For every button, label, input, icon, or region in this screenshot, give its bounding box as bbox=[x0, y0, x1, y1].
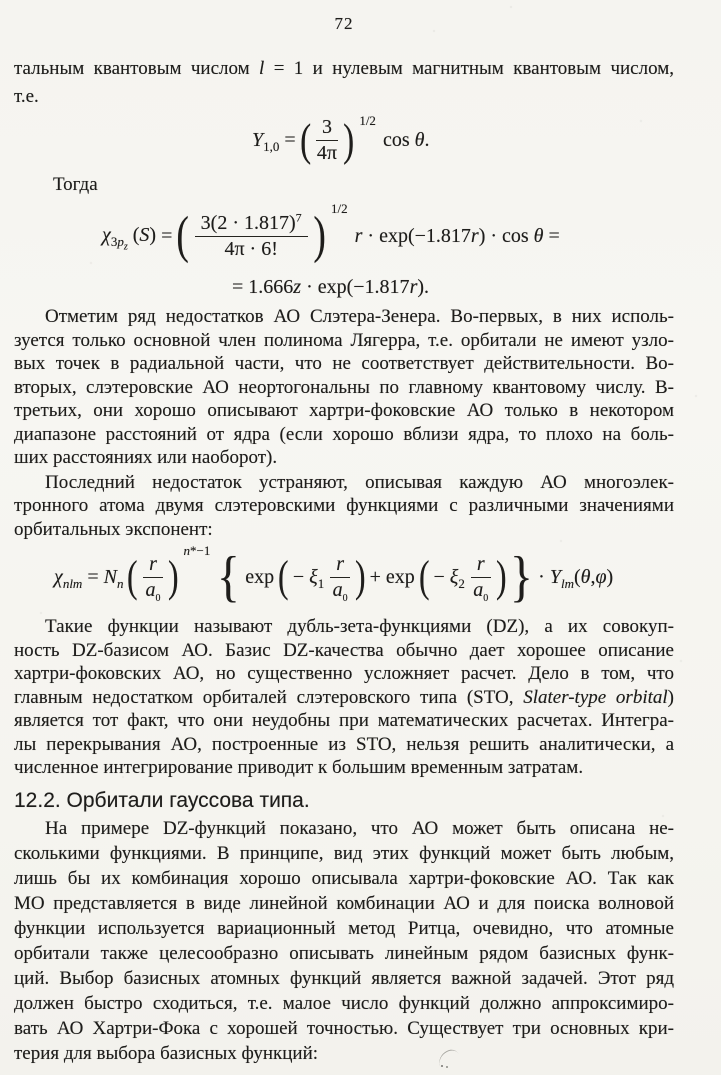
denominator: $a_0$ bbox=[145, 578, 161, 604]
math-spherical-harmonic: $Y_{lm}(\theta,\varphi)$ bbox=[549, 565, 614, 591]
fraction bbox=[195, 212, 308, 260]
math-result: = 1.666z · exp(−1.817r). bbox=[232, 275, 430, 298]
text-line: зуется только основной член полинома Лягерра, т.е. орбитали не имеют узло- bbox=[14, 329, 674, 351]
formula-double-zeta: $\chi_{nlm}$ = $N_n$ ( $\frac{r}{a_0}$ ) $^{n*-1}$ { exp ( − $\xi_1$ $\frac{r}{a_0}$ ) + exp ( − $\xi_2$ $\frac{r}{a_0}$ ) } · $Y_{lm}(\theta,\varphi)$ bbox=[54, 543, 614, 608]
formula-spherical-harmonic: $Y_{1,0}$ = ( $\frac{3}{4\pi}$ ) $^{1/2}$ cos θ. bbox=[252, 113, 430, 165]
text-line: Отметим ряд недостатков АО Слэтера-Зенера. Во-первых, в них исполь- bbox=[45, 306, 674, 327]
multiplication-dot: · bbox=[538, 565, 545, 588]
exponent: 1/2 bbox=[330, 201, 348, 216]
text-line: лы перекрывания АО, построенные из STO, нельзя решить аналитически, а bbox=[14, 733, 674, 755]
denominator: 4π bbox=[316, 141, 338, 164]
numerator: r bbox=[471, 553, 491, 577]
text-line: хартри-фоковских АО, но существенно усложняет расчет. Дело в том, что bbox=[14, 663, 674, 684]
text-line: лишь бы их комбинация хорошо описывала хартри-фоковские АО. Так как bbox=[14, 867, 674, 889]
scan-noise bbox=[0, 0, 2, 2]
text-line: т.е. bbox=[14, 86, 39, 107]
exponent: n*−1 bbox=[183, 543, 211, 558]
equals-sign: = bbox=[284, 128, 296, 151]
denominator: 4π · 6! bbox=[224, 237, 278, 260]
text-line: тальным квантовым числом l = 1 и нулевым магнитным квантовым числом, bbox=[14, 58, 674, 79]
equals-sign: = bbox=[161, 224, 173, 247]
text-line: функции используется вариационный метод Ритца, очевидно, что атомные bbox=[14, 917, 674, 939]
text-line: является тот факт, что они неудобны при математических расчетах. Интегра- bbox=[14, 710, 674, 731]
exp-function: exp bbox=[385, 565, 415, 588]
paragraph-slater-drawbacks bbox=[14, 305, 674, 470]
text-line: вторых, слэтеровские АО неортогональны по главному квантовому числу. В- bbox=[14, 376, 674, 398]
formula-slater-3pz-result bbox=[14, 273, 674, 301]
math-cosine-term: cos θ. bbox=[382, 128, 430, 151]
page-body bbox=[14, 14, 674, 1066]
text-line: ность DZ-базисом АО. Базис DZ-качества обычно дает хорошее описание bbox=[14, 639, 674, 661]
text-line: ших расстояниях или наоборот). bbox=[14, 447, 278, 468]
text-line: вать АО Хартри-Фока с хорошей точностью. Существует три основных кри- bbox=[14, 1017, 674, 1039]
exponent: 1/2 bbox=[359, 113, 376, 128]
text-line: диапазоне расстояний от ядра (если хорошо вблизи ядра, то плохо на боль- bbox=[14, 423, 674, 445]
page-number: 72 bbox=[334, 14, 354, 33]
paragraph-last-shortcoming bbox=[14, 471, 674, 542]
fraction bbox=[316, 116, 338, 164]
text-line: численное интегрирование приводит к большим временным затратам. bbox=[14, 757, 584, 778]
math-exponential-term: r · exp(−1.817r) · cos θ = bbox=[354, 224, 560, 247]
numerator: r bbox=[143, 553, 163, 577]
section-heading: 12.2. Орбитали гауссова типа. bbox=[14, 788, 310, 812]
math-y10: $Y_{1,0}$ bbox=[252, 128, 280, 154]
denominator: $a_0$ bbox=[473, 578, 489, 604]
text-line: третьих, они хорошо описывают хартри-фоковские АО только в некотором bbox=[14, 400, 674, 421]
text-line: орбитальных экспонент: bbox=[14, 518, 213, 540]
text-line: МО представляется в виде линейной комбинации АО и для поиска волновой bbox=[14, 892, 674, 914]
text-line: вых точек в радиальной части, что не соответствует действительности. Во- bbox=[14, 353, 674, 374]
fraction-r-a0 bbox=[143, 553, 163, 604]
numerator: r bbox=[330, 553, 350, 577]
text-line: орбитали также целесообразно описывать линейным рядом базисных функ- bbox=[14, 942, 674, 964]
text-line: главным недостатком орбиталей слэтеровского типа (STO, Slater-type orbital) bbox=[14, 686, 674, 708]
text-line: тронного атома двумя слэтеровскими функциями с различными значениями bbox=[14, 495, 674, 516]
text-line: должен быстро сходиться, т.е. малое число функций должно аппроксимиро- bbox=[14, 992, 674, 1014]
denominator: $a_0$ bbox=[332, 578, 348, 604]
scan-artifact-dots bbox=[441, 1065, 443, 1067]
formula-slater-3pz: $\chi_{3p_z}$ (S) = ( $\frac{3(2 \cdot 1.817)^7}{4\pi \cdot 6!}$ ) $^{1/2}$ r · exp(−1.817r) · cos θ = bbox=[102, 201, 560, 264]
fraction-r-a0 bbox=[471, 553, 491, 604]
text-line: сколькими функциями. В принципе, вид этих функций может быть любым, bbox=[14, 842, 674, 864]
text-line: терия для выбора базисных функций: bbox=[14, 1042, 319, 1064]
math-xi2-term: − $\xi_2$ bbox=[433, 565, 465, 591]
plus-sign: + bbox=[369, 565, 381, 588]
equals-sign: = bbox=[87, 565, 99, 588]
paragraph-gaussian-intro bbox=[14, 816, 674, 1066]
text-line: ций. Выбор базисных атомных функций является важной задачей. Этот ряд bbox=[14, 967, 674, 989]
transition-word bbox=[14, 173, 674, 197]
paragraph-continued bbox=[14, 55, 674, 111]
text-line: Последний недостаток устраняют, описывая каждую АО многоэлек- bbox=[45, 471, 674, 493]
math-chi-3pz: $\chi_{3p_z}$ (S) bbox=[102, 224, 157, 253]
transition-word-text: Тогда bbox=[53, 174, 98, 195]
text-line: На примере DZ-функций показано, что АО может быть описана не- bbox=[45, 817, 674, 839]
fraction-r-a0 bbox=[330, 553, 350, 604]
paragraph-dz-basis bbox=[14, 615, 674, 780]
numerator: $3(2 \cdot 1.817)^7$ bbox=[195, 212, 308, 236]
text-line: Такие функции называют дубль-зета-функциями (DZ), а их совокуп- bbox=[45, 616, 674, 637]
numerator: 3 bbox=[316, 116, 338, 140]
math-xi1-term: − $\xi_1$ bbox=[292, 565, 325, 591]
math-chi-nlm: $\chi_{nlm}$ bbox=[54, 565, 83, 591]
exp-function: exp bbox=[245, 565, 275, 588]
math-normalization: $N_n$ bbox=[103, 565, 124, 591]
